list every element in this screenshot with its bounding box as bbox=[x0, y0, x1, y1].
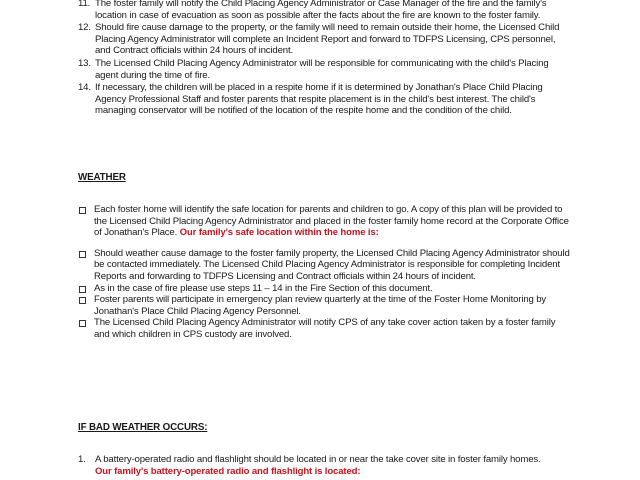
item-number: 14. bbox=[78, 82, 91, 94]
bad-weather-heading: IF BAD WEATHER OCCURS: bbox=[78, 422, 208, 433]
item-text: Should fire cause damage to the property, or the family will need to remain outside their home, the Licensed Child Placing Agency Administrator will complete an Incident Report and forward to TDFPS Licensing, CPS personnel, and Contract officials within 24 hours of incident. bbox=[95, 22, 560, 57]
list-item bbox=[78, 283, 573, 295]
list-item bbox=[78, 204, 573, 239]
checkbox-bullet-icon bbox=[79, 297, 86, 304]
item-number: 13. bbox=[78, 57, 91, 69]
list-item bbox=[78, 317, 573, 340]
checkbox-bullet-icon bbox=[79, 320, 86, 327]
item-text: As in the case of fire please use steps 11 – 14 in the Fire Section of this document. bbox=[94, 282, 433, 294]
weather-heading: WEATHER bbox=[78, 172, 126, 183]
weather-bullets bbox=[78, 204, 573, 341]
item-text: If necessary, the children will be placed in a respite home if it is determined by Jonathan's Place Child Placing Agency Professional Staff and foster parents that respite placement is in the child's best interest. The child's managing conservator will be notified of the location of the respite home and the condition of the child. bbox=[95, 82, 543, 117]
list-item bbox=[78, 294, 573, 317]
list-item bbox=[78, 22, 573, 57]
radio-location-prompt: Our family's battery-operated radio and flashlight is located: bbox=[95, 465, 361, 477]
item-text: The Licensed Child Placing Agency Administrator will be responsible for communicating with the child's Placing agent during the time of fire. bbox=[95, 57, 549, 81]
safe-location-prompt: Our family's safe location within the home is: bbox=[179, 227, 379, 239]
item-text: Should weather cause damage to the foster family property, the Licensed Child Placing Agency Administrator should be contacted immediately. The Licensed Child Placing Agency Administrator is responsible for completing Incident Reports and forwarding to TDFPS Licensing and Contract officials within 24 hours of incident. bbox=[94, 247, 570, 282]
list-item bbox=[78, 454, 573, 477]
fire-steps-list bbox=[78, 0, 573, 118]
checkbox-bullet-icon bbox=[79, 286, 86, 293]
item-text: Each foster home will identify the safe location for parents and children to go. A copy of this plan will be provided to the Licensed Child Placing Agency Administrator and placed in the foster family home record at the Corporate Office of Jonathan's Place. bbox=[94, 204, 569, 239]
list-item bbox=[78, 82, 573, 117]
item-text: The Licensed Child Placing Agency Administrator will notify CPS of any take cover action taken by a foster family and which children in CPS custody are involved. bbox=[94, 317, 556, 340]
list-item bbox=[78, 58, 573, 81]
item-text: A battery-operated radio and flashlight should be located in or near the take cover site in foster family homes. bbox=[95, 454, 541, 465]
item-text: Foster parents will participate in emergency plan review quarterly at the time of the Foster Home Monitoring by Jonathan's Place Child Placing Agency Personnel. bbox=[94, 294, 547, 317]
item-number: 11. bbox=[78, 0, 91, 9]
bad-weather-list bbox=[78, 454, 573, 478]
checkbox-bullet-icon bbox=[79, 251, 86, 258]
item-number: 12. bbox=[78, 22, 91, 34]
list-item bbox=[78, 0, 573, 21]
checkbox-bullet-icon bbox=[79, 207, 86, 214]
list-item bbox=[78, 248, 573, 283]
item-number: 1. bbox=[78, 454, 86, 465]
item-text: The foster family will notify the Child Placing Agency Administrator or Case Manager of the fire and the family's location in case of evacuation as soon as possible after the facts about the fire are known to the foster family. bbox=[95, 0, 547, 21]
